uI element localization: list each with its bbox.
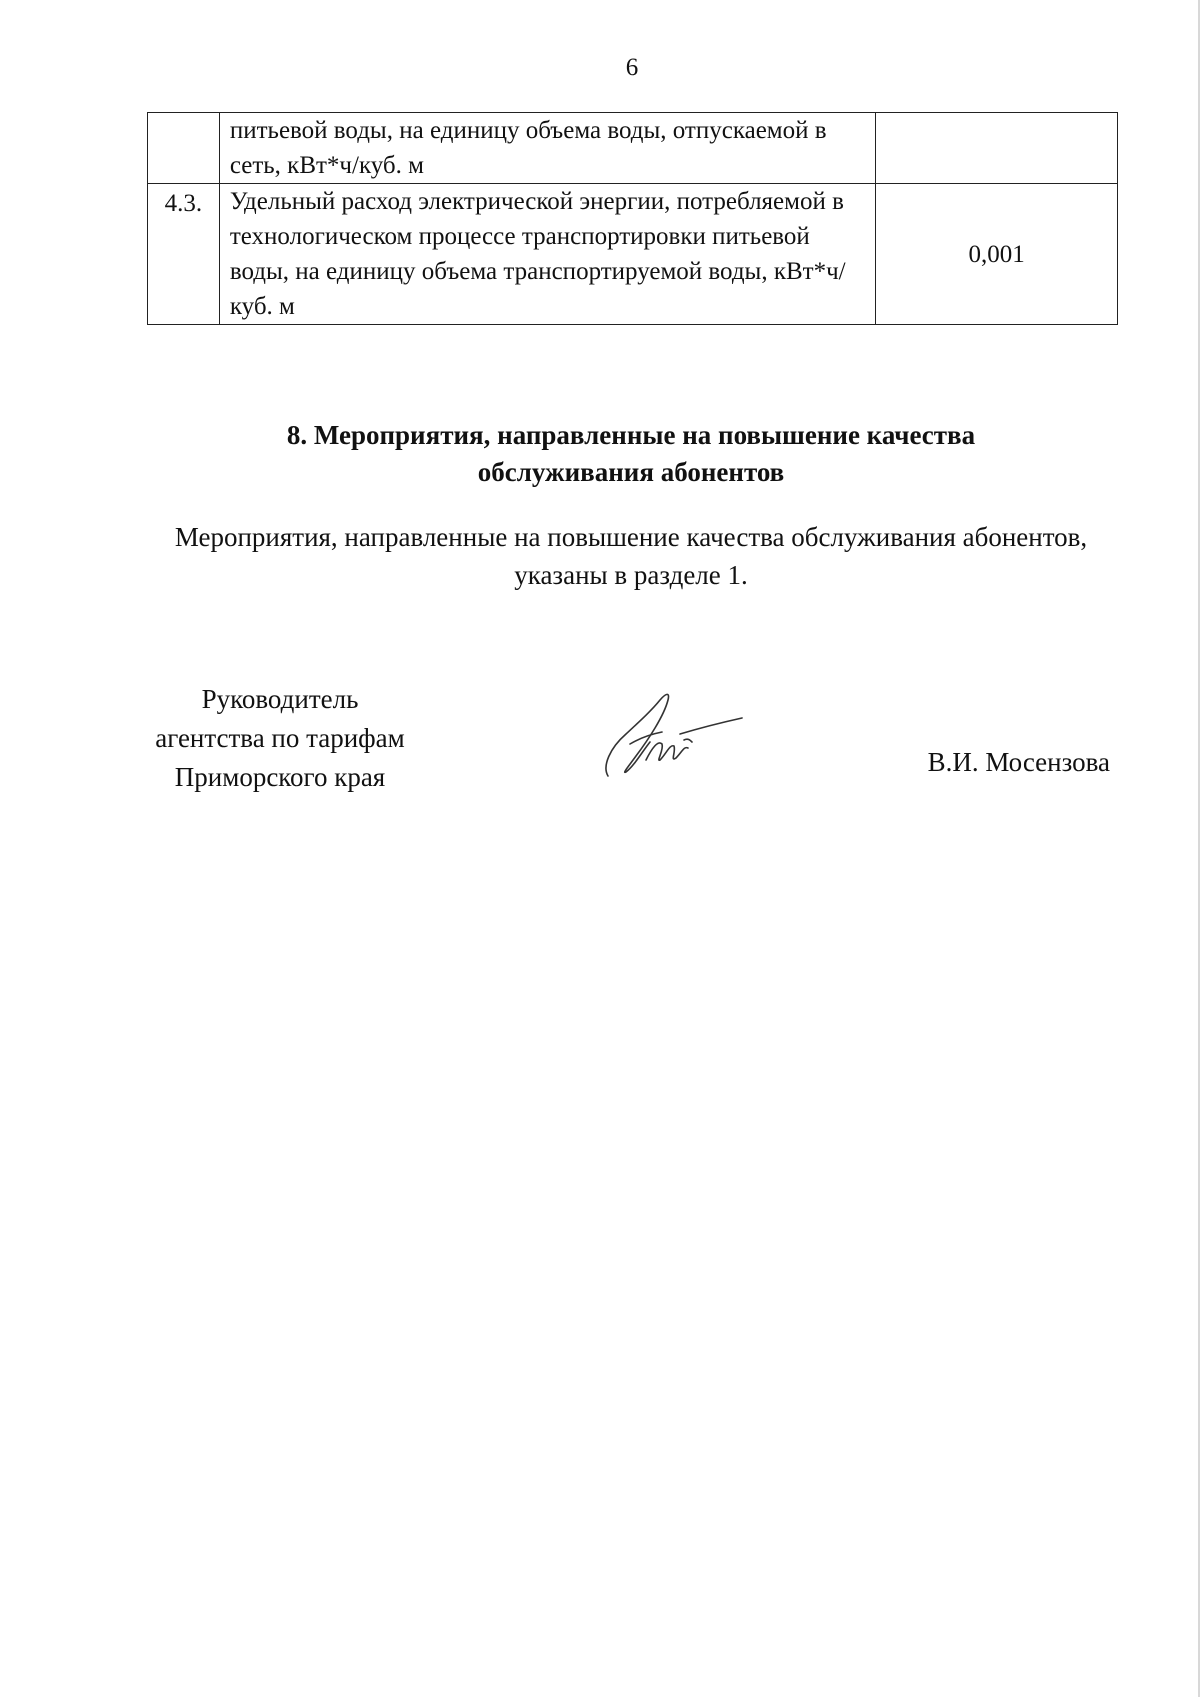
- row-value-cell: [876, 113, 1118, 184]
- page-number: 6: [625, 54, 639, 81]
- section-body-line: Мероприятия, направленные на повышение качества обслуживания абонентов,: [174, 522, 1088, 552]
- table-row: [148, 184, 1118, 325]
- indicators-table: [147, 112, 1118, 325]
- section-heading-line: 8. Мероприятия, направленные на повышение качества: [286, 420, 976, 450]
- handwritten-signature-icon: [600, 688, 750, 788]
- signatory-title-line: Руководитель: [201, 684, 359, 714]
- section-heading: [0, 417, 1200, 491]
- signatory-title-line: Приморского края: [174, 762, 386, 792]
- section-heading-line: обслуживания абонентов: [477, 457, 785, 487]
- section-body-line: указаны в разделе 1.: [514, 560, 748, 590]
- section-body: [0, 518, 1200, 594]
- row-number-cell: [148, 113, 220, 184]
- row-name-cell: питьевой воды, на единицу объема воды, отпускаемой в сеть, кВт*ч/куб. м: [219, 113, 875, 184]
- row-value-cell: 0,001: [876, 184, 1118, 325]
- signatory-title-line: агентства по тарифам: [155, 723, 405, 753]
- signer-name: В.И. Мосензова: [927, 747, 1110, 777]
- table-row: [148, 113, 1118, 184]
- row-number-cell: 4.3.: [148, 184, 220, 325]
- row-name-cell: Удельный расход электрической энергии, потребляемой в технологическом процессе транспортировки питьевой воды, на единицу объема транспортируемой воды, кВт*ч/куб. м: [219, 184, 875, 325]
- signatory-title: [130, 680, 430, 797]
